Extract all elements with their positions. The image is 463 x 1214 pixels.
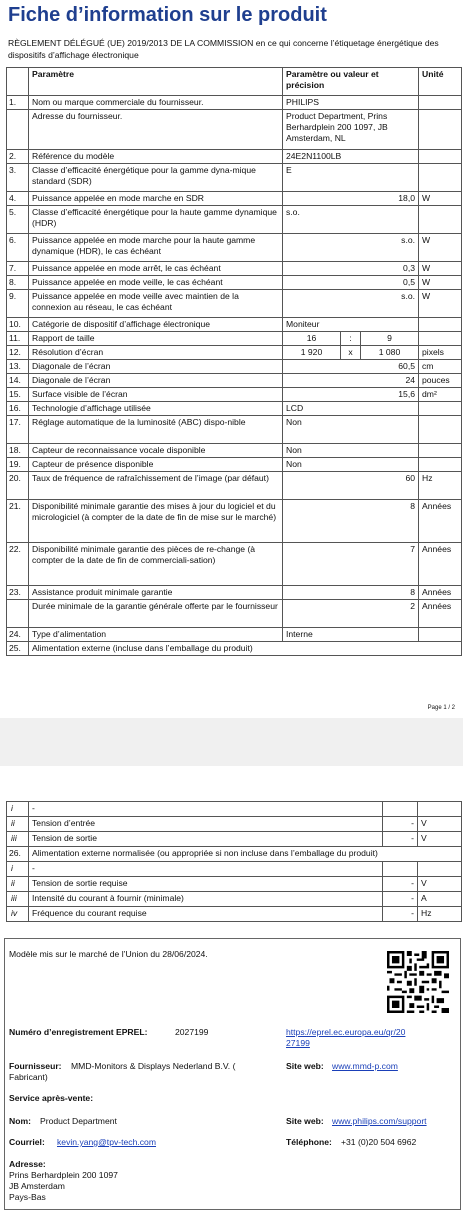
row-label: Référence du modèle xyxy=(29,150,283,164)
row-number: 13. xyxy=(7,360,29,374)
table-row xyxy=(7,600,462,628)
row-label: Durée minimale de la garantie générale offerte par le fournisseur xyxy=(29,600,283,628)
sub-row-unit: V xyxy=(418,877,462,892)
sub-row-index: iii xyxy=(7,892,29,907)
name-value: Product Department xyxy=(40,1116,117,1126)
row-label: Puissance appelée en mode marche pour la haute gamme dynamique (HDR), le cas échéant xyxy=(29,234,283,262)
sub-row xyxy=(7,802,462,817)
row-number: 18. xyxy=(7,444,29,458)
page-gap xyxy=(0,718,463,766)
row-number: 25. xyxy=(7,642,29,656)
table-row xyxy=(7,847,462,862)
row-value: 0,5 xyxy=(283,276,419,290)
supplier-label: Fournisseur: xyxy=(9,1061,62,1071)
row-unit: W xyxy=(419,234,462,262)
row-unit xyxy=(419,150,462,164)
row-label: Diagonale de l’écran xyxy=(29,374,283,388)
table-row xyxy=(7,458,462,472)
row-label: Puissance appelée en mode veille, le cas échéant xyxy=(29,276,283,290)
table-row xyxy=(7,500,462,543)
row-label: Puissance appelée en mode marche en SDR xyxy=(29,192,283,206)
page-title: Fiche d’information sur le produit xyxy=(8,4,327,26)
table-row xyxy=(7,318,462,332)
row-value: 15,6 xyxy=(283,388,419,402)
info-box xyxy=(4,938,461,1210)
row-value: 18,0 xyxy=(283,192,419,206)
table-row xyxy=(7,234,462,262)
table-row xyxy=(7,444,462,458)
supplier-website-label: Site web: xyxy=(286,1061,324,1071)
qr-code xyxy=(387,951,449,1013)
aftersales-website-link[interactable]: www.philips.com/support xyxy=(332,1116,427,1126)
row-number: 2. xyxy=(7,150,29,164)
table-row xyxy=(7,110,462,150)
table-row xyxy=(7,642,462,656)
row-unit: cm xyxy=(419,360,462,374)
table-row xyxy=(7,374,462,388)
row-label: Réglage automatique de la luminosité (ABC) dispo-nible xyxy=(29,416,283,444)
row-value-separator: : xyxy=(341,332,361,346)
table-row xyxy=(7,164,462,192)
row-label: Surface visible de l’écran xyxy=(29,388,283,402)
row-value-part2: 1 080 xyxy=(361,346,419,360)
row-label: Puissance appelée en mode arrêt, le cas échéant xyxy=(29,262,283,276)
page-2 xyxy=(0,766,463,1214)
table-row xyxy=(7,388,462,402)
row-unit xyxy=(419,318,462,332)
aftersales-website-label: Site web: xyxy=(286,1116,324,1126)
row-unit xyxy=(419,332,462,346)
address-line: Prins Berhardplein 200 1097 xyxy=(9,1170,118,1180)
row-unit xyxy=(419,110,462,150)
row-value: 60,5 xyxy=(283,360,419,374)
table-row xyxy=(7,472,462,500)
sub-row-index: ii xyxy=(7,877,29,892)
table-row xyxy=(7,262,462,276)
row-label: Puissance appelée en mode veille avec maintien de la connexion au réseau, le cas échéant xyxy=(29,290,283,318)
sub-row-label: - xyxy=(29,802,383,817)
phone-label: Téléphone: xyxy=(286,1137,332,1147)
row-unit: pouces xyxy=(419,374,462,388)
header-unit: Unité xyxy=(419,68,462,96)
row-unit: pixels xyxy=(419,346,462,360)
sub-row-label: Intensité du courant à fournir (minimale) xyxy=(29,892,383,907)
row-value: Non xyxy=(283,458,419,472)
row-unit xyxy=(419,402,462,416)
row-value: 0,3 xyxy=(283,262,419,276)
row-unit xyxy=(419,628,462,642)
row-value: 2 xyxy=(283,600,419,628)
row-value: E xyxy=(283,164,419,192)
row-label: Disponibilité minimale garantie des pièces de re-change (à compter de la date de fin de commerciali-sation) xyxy=(29,543,283,586)
sub-row-index: iii xyxy=(7,832,29,847)
row-value-separator: x xyxy=(341,346,361,360)
row-value: 7 xyxy=(283,543,419,586)
row-label: Technologie d’affichage utilisée xyxy=(29,402,283,416)
row-value: 24 xyxy=(283,374,419,388)
sub-row-label: Tension de sortie requise xyxy=(29,877,383,892)
row-value: s.o. xyxy=(283,234,419,262)
row-number xyxy=(7,600,29,628)
phone-value: +31 (0)20 504 6962 xyxy=(341,1137,417,1147)
row-unit xyxy=(419,444,462,458)
page-number: Page 1 / 2 xyxy=(427,705,455,711)
row-value: Moniteur xyxy=(283,318,419,332)
row-label: Type d’alimentation xyxy=(29,628,283,642)
row-value-part1: 16 xyxy=(283,332,341,346)
aftersales-label: Service après-vente: xyxy=(9,1093,94,1103)
row-unit xyxy=(419,458,462,472)
sub-row xyxy=(7,862,462,877)
row-unit: W xyxy=(419,262,462,276)
row-number: 15. xyxy=(7,388,29,402)
row-label: Alimentation externe normalisée (ou appropriée si non incluse dans l’emballage du produit) xyxy=(29,847,462,862)
sub-row-index: ii xyxy=(7,817,29,832)
supplier-website-link[interactable]: www.mmd-p.com xyxy=(332,1061,398,1071)
sub-row-index: i xyxy=(7,862,29,877)
address-line: JB Amsterdam xyxy=(9,1181,65,1191)
market-date-text: Modèle mis sur le marché de l’Union du 28/06/2024. xyxy=(9,949,208,959)
row-value: Interne xyxy=(283,628,419,642)
row-number: 23. xyxy=(7,586,29,600)
row-label: Résolution d’écran xyxy=(29,346,283,360)
row-value: LCD xyxy=(283,402,419,416)
sub-row-label: Tension d’entrée xyxy=(29,817,383,832)
regulation-subtitle: RÈGLEMENT DÉLÉGUÉ (UE) 2019/2013 DE LA COMMISSION en ce qui concerne l’étiquetage énergétique des dispositifs d’affichage électronique xyxy=(8,38,439,60)
row-number: 4. xyxy=(7,192,29,206)
sub-row-unit: Hz xyxy=(418,907,462,922)
table-row xyxy=(7,416,462,444)
email-label: Courriel: xyxy=(9,1137,45,1147)
supplier-value-line1: MMD-Monitors & Displays Nederland B.V. ( xyxy=(71,1061,236,1071)
table-row xyxy=(7,586,462,600)
spec-table xyxy=(6,67,462,656)
row-label: Taux de fréquence de rafraîchissement de l’image (par défaut) xyxy=(29,472,283,500)
row-label: Classe d’efficacité énergétique pour la gamme dyna-mique standard (SDR) xyxy=(29,164,283,192)
table-row xyxy=(7,150,462,164)
eprel-link-line1[interactable]: https://eprel.ec.europa.eu/qr/20 xyxy=(286,1027,406,1037)
row-number: 7. xyxy=(7,262,29,276)
row-number: 19. xyxy=(7,458,29,472)
table-row xyxy=(7,346,462,360)
row-value: 8 xyxy=(283,586,419,600)
row-label: Assistance produit minimale garantie xyxy=(29,586,283,600)
row-value: s.o. xyxy=(283,290,419,318)
row-value-part2: 9 xyxy=(361,332,419,346)
row-unit: Années xyxy=(419,600,462,628)
row-label: Classe d’efficacité énergétique pour la haute gamme dynamique (HDR) xyxy=(29,206,283,234)
row-unit: Hz xyxy=(419,472,462,500)
row-value: s.o. xyxy=(283,206,419,234)
row-unit xyxy=(419,164,462,192)
row-unit: W xyxy=(419,276,462,290)
row-number: 6. xyxy=(7,234,29,262)
row-unit xyxy=(419,96,462,110)
row-value: 60 xyxy=(283,472,419,500)
table-row xyxy=(7,96,462,110)
sub-row xyxy=(7,817,462,832)
sub-row-value: - xyxy=(383,907,418,922)
row-number: 21. xyxy=(7,500,29,543)
table-row xyxy=(7,332,462,346)
sub-row-unit xyxy=(418,802,462,817)
row-number: 24. xyxy=(7,628,29,642)
table-row xyxy=(7,192,462,206)
row-number: 17. xyxy=(7,416,29,444)
row-number: 22. xyxy=(7,543,29,586)
row-label: Diagonale de l’écran xyxy=(29,360,283,374)
row-number: 12. xyxy=(7,346,29,360)
row-unit: W xyxy=(419,290,462,318)
sub-row-unit: V xyxy=(418,832,462,847)
row-number xyxy=(7,110,29,150)
sub-row-unit xyxy=(418,862,462,877)
row-label: Disponibilité minimale garantie des mises à jour du logiciel et du micrologiciel (à compter de la date de fin de mise sur le marché) xyxy=(29,500,283,543)
address-label: Adresse: xyxy=(9,1159,46,1169)
row-label: Catégorie de dispositif d’affichage électronique xyxy=(29,318,283,332)
sub-row-label: Tension de sortie xyxy=(29,832,383,847)
table-row xyxy=(7,402,462,416)
row-unit xyxy=(419,416,462,444)
address-line: Pays-Bas xyxy=(9,1192,46,1202)
eprel-link-line2[interactable]: 27199 xyxy=(286,1038,310,1048)
name-label: Nom: xyxy=(9,1116,31,1126)
row-value-part1: 1 920 xyxy=(283,346,341,360)
row-label: Nom ou marque commerciale du fournisseur. xyxy=(29,96,283,110)
row-unit: Années xyxy=(419,500,462,543)
row-label: Capteur de présence disponible xyxy=(29,458,283,472)
row-number: 11. xyxy=(7,332,29,346)
row-number: 9. xyxy=(7,290,29,318)
row-number: 16. xyxy=(7,402,29,416)
sub-row-index: iv xyxy=(7,907,29,922)
table-row xyxy=(7,206,462,234)
sub-row-value xyxy=(383,802,418,817)
row-number: 14. xyxy=(7,374,29,388)
email-link[interactable]: kevin.yang@tpv-tech.com xyxy=(57,1137,157,1147)
sub-row-value: - xyxy=(383,892,418,907)
sub-row-value: - xyxy=(383,877,418,892)
row-value: 8 xyxy=(283,500,419,543)
row-unit xyxy=(419,206,462,234)
row-number: 20. xyxy=(7,472,29,500)
table-row xyxy=(7,543,462,586)
sub-row xyxy=(7,832,462,847)
sub-row-value: - xyxy=(383,832,418,847)
header-num-cell xyxy=(7,68,29,96)
row-label: Rapport de taille xyxy=(29,332,283,346)
row-value: PHILIPS xyxy=(283,96,419,110)
row-value: 24E2N1100LB xyxy=(283,150,419,164)
header-value: Paramètre ou valeur et précision xyxy=(283,68,419,96)
row-number: 10. xyxy=(7,318,29,332)
supplier-value-line2: Fabricant) xyxy=(9,1072,48,1082)
row-number: 5. xyxy=(7,206,29,234)
row-label: Alimentation externe (incluse dans l’emballage du produit) xyxy=(29,642,462,656)
table-row xyxy=(7,628,462,642)
table-row xyxy=(7,276,462,290)
sub-row-value xyxy=(383,862,418,877)
row-number: 8. xyxy=(7,276,29,290)
sub-row-label: Fréquence du courant requise xyxy=(29,907,383,922)
sub-row-value: - xyxy=(383,817,418,832)
eprel-number: 2027199 xyxy=(175,1027,209,1037)
row-number: 3. xyxy=(7,164,29,192)
row-number: 1. xyxy=(7,96,29,110)
sub-row xyxy=(7,907,462,922)
row-label: Capteur de reconnaissance vocale disponible xyxy=(29,444,283,458)
sub-row-label: - xyxy=(29,862,383,877)
row-value: Product Department, Prins Berhardplein 200 1097, JB Amsterdam, NL xyxy=(283,110,419,150)
table-row xyxy=(7,290,462,318)
sub-row xyxy=(7,892,462,907)
power-supply-table xyxy=(6,801,462,922)
row-label: Adresse du fournisseur. xyxy=(29,110,283,150)
row-unit: W xyxy=(419,192,462,206)
row-value: Non xyxy=(283,444,419,458)
table-header-row xyxy=(7,68,462,96)
header-param: Paramètre xyxy=(29,68,283,96)
row-unit: Années xyxy=(419,543,462,586)
row-unit: Années xyxy=(419,586,462,600)
sub-row xyxy=(7,877,462,892)
eprel-label: Numéro d’enregistrement EPREL: xyxy=(9,1027,148,1037)
sub-row-unit: V xyxy=(418,817,462,832)
row-number: 26. xyxy=(7,847,29,862)
row-value: Non xyxy=(283,416,419,444)
table-row xyxy=(7,360,462,374)
row-unit: dm² xyxy=(419,388,462,402)
sub-row-unit: A xyxy=(418,892,462,907)
sub-row-index: i xyxy=(7,802,29,817)
